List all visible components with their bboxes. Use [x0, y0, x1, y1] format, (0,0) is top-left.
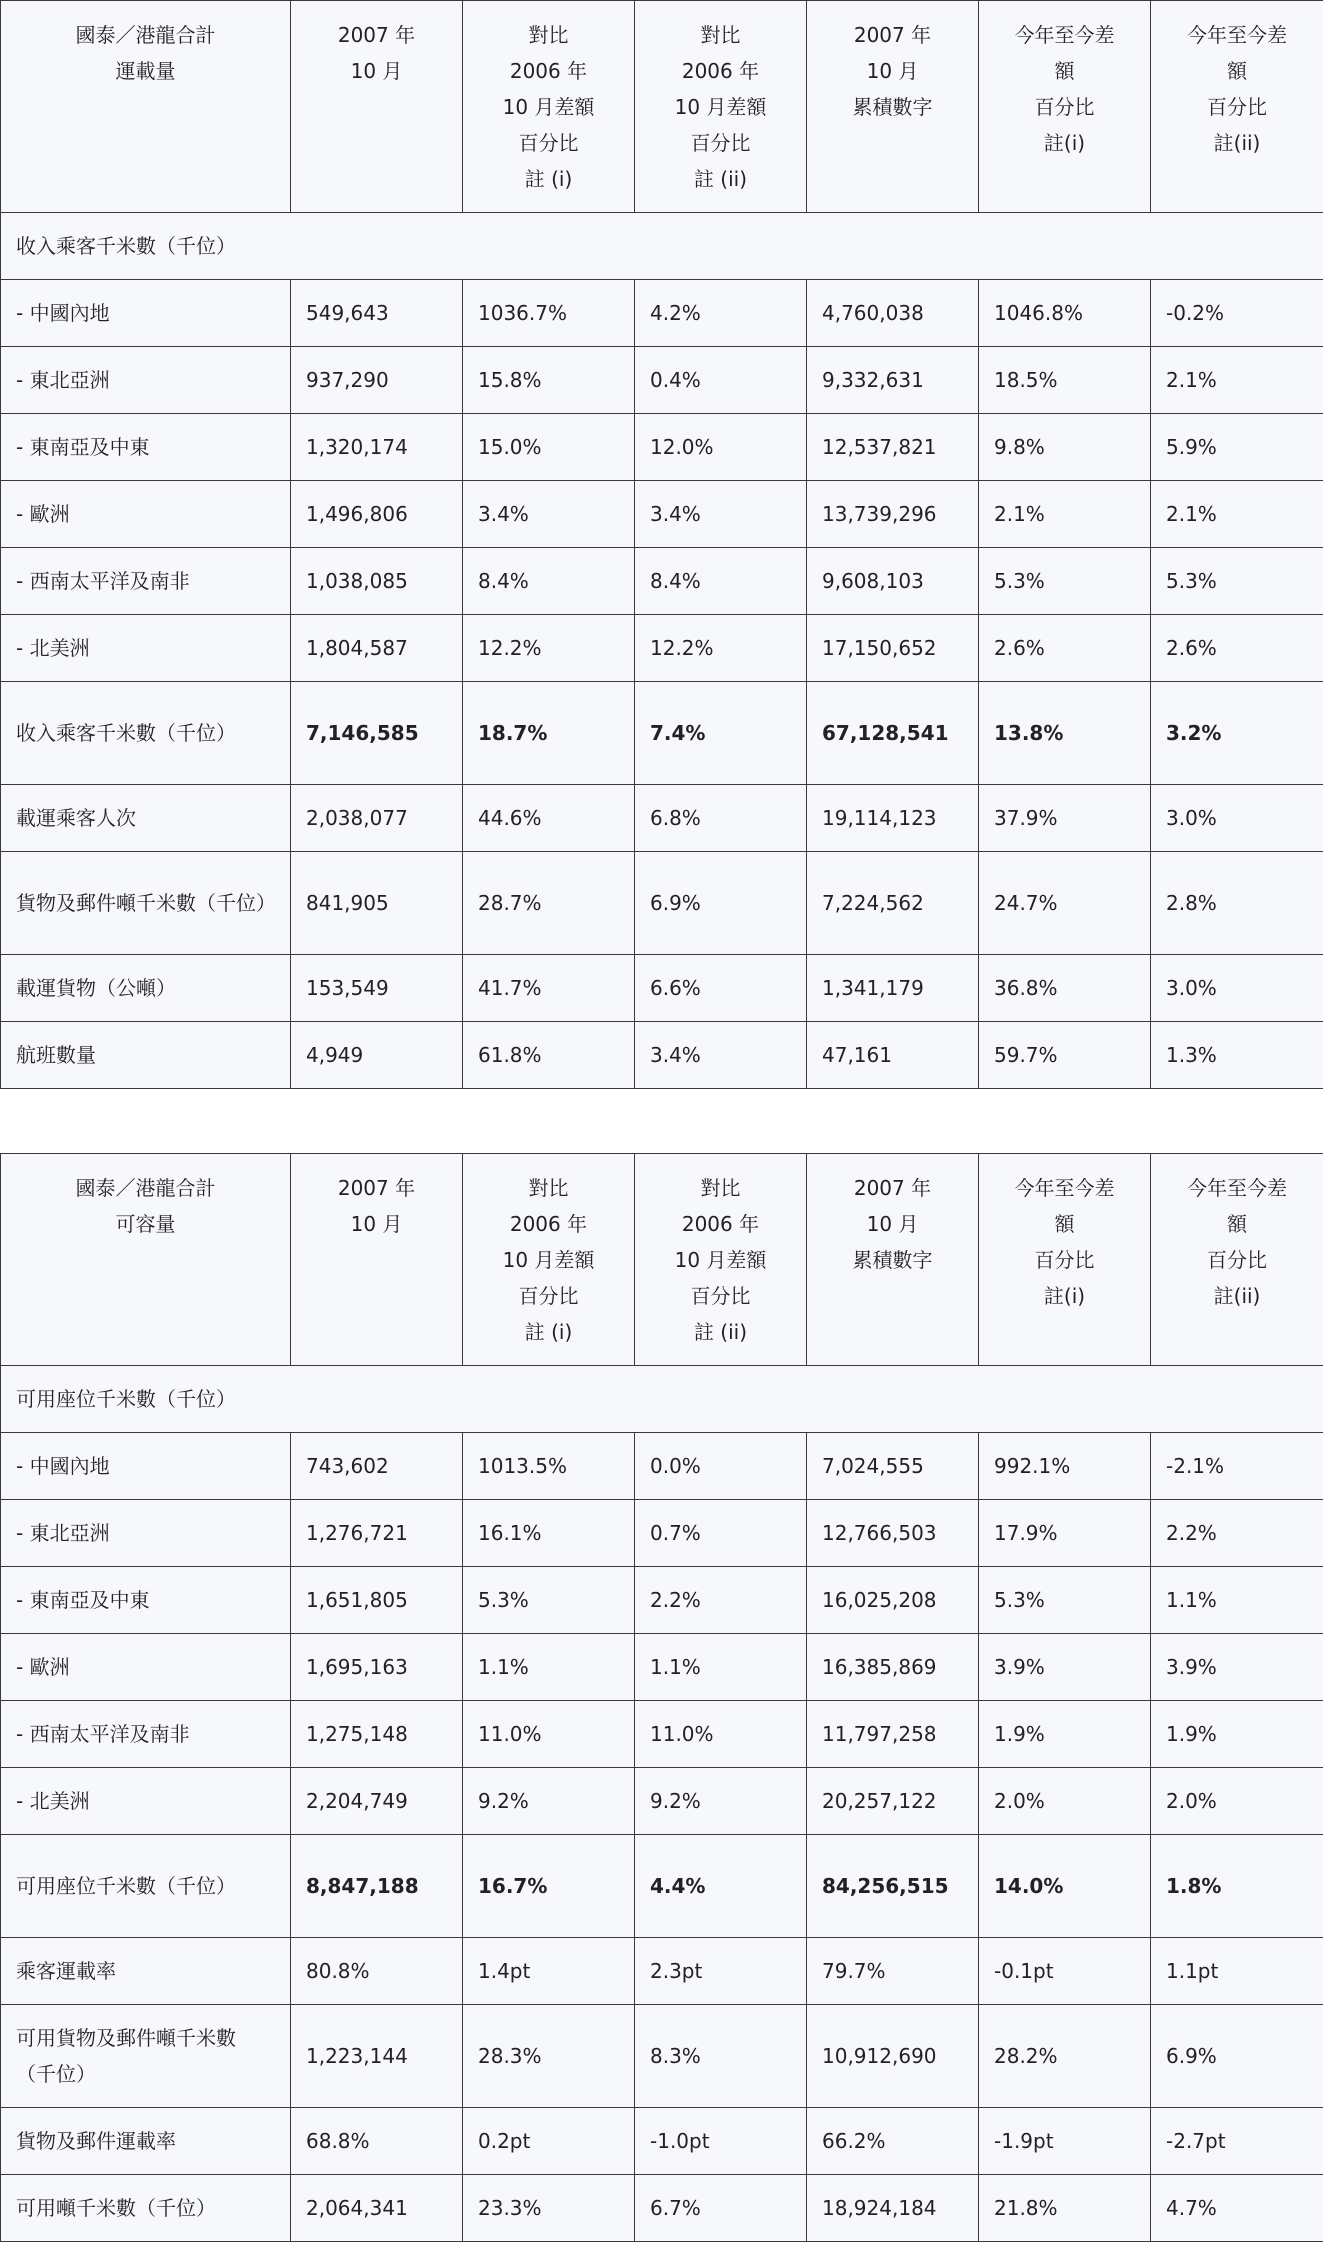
table-cell: 992.1% [979, 1433, 1151, 1500]
header-line: 2006 年 [650, 53, 791, 89]
table-cell: 16,025,208 [807, 1567, 979, 1634]
table-row [1, 1567, 1323, 1634]
row-label: 收入乘客千米數（千位） [1, 682, 291, 785]
column-header [807, 1154, 979, 1366]
table-cell: 2.0% [1151, 1768, 1323, 1835]
header-line: 百分比 [478, 125, 619, 161]
header-line: 2006 年 [478, 53, 619, 89]
table-cell: -2.1% [1151, 1433, 1323, 1500]
table-cell: 2.1% [979, 481, 1151, 548]
row-label: - 東北亞洲 [1, 1500, 291, 1567]
table-cell: 14.0% [979, 1835, 1151, 1938]
table-row [1, 1938, 1323, 2005]
table-cell: 12.2% [463, 615, 635, 682]
header-line: 註(i) [994, 1278, 1135, 1314]
table-cell: 9,332,631 [807, 347, 979, 414]
header-line: 可容量 [16, 1206, 275, 1242]
table-cell: 23.3% [463, 2175, 635, 2242]
table-cell: 1,496,806 [291, 481, 463, 548]
table-cell: 8.3% [635, 2005, 807, 2108]
column-header [463, 1154, 635, 1366]
table-cell: 0.0% [635, 1433, 807, 1500]
table-cell: 1,695,163 [291, 1634, 463, 1701]
table-cell: 743,602 [291, 1433, 463, 1500]
table-cell: -0.2% [1151, 280, 1323, 347]
row-label: 航班數量 [1, 1022, 291, 1089]
table-row [1, 1768, 1323, 1835]
column-header [979, 1, 1151, 213]
header-line: 註(i) [994, 125, 1135, 161]
table-cell: 15.0% [463, 414, 635, 481]
table-cell: 2,038,077 [291, 785, 463, 852]
table-cell: 5.3% [979, 548, 1151, 615]
table-cell: 84,256,515 [807, 1835, 979, 1938]
table-cell: 1.4pt [463, 1938, 635, 2005]
table-cell: 3.9% [1151, 1634, 1323, 1701]
header-line: 10 月差額 [650, 89, 791, 125]
column-header [291, 1, 463, 213]
table-cell: 1.8% [1151, 1835, 1323, 1938]
header-line: 10 月差額 [478, 89, 619, 125]
table-cell: 24.7% [979, 852, 1151, 955]
row-label: 可用貨物及郵件噸千米數（千位） [1, 2005, 291, 2108]
table-cell: 1.1% [635, 1634, 807, 1701]
table-cell: 8.4% [635, 548, 807, 615]
table-cell: 3.4% [463, 481, 635, 548]
column-header [1, 1154, 291, 1366]
table-cell: 2.1% [1151, 481, 1323, 548]
table-cell: 37.9% [979, 785, 1151, 852]
table-cell: 4.7% [1151, 2175, 1323, 2242]
table-cell: 2.3pt [635, 1938, 807, 2005]
row-label: - 西南太平洋及南非 [1, 548, 291, 615]
table-row [1, 1433, 1323, 1500]
table-cell: 28.3% [463, 2005, 635, 2108]
header-line: 額 [1166, 53, 1308, 89]
table-row [1, 2175, 1323, 2242]
table-cell: 3.4% [635, 481, 807, 548]
column-header [1151, 1154, 1323, 1366]
table-cell: 8.4% [463, 548, 635, 615]
row-label: 載運乘客人次 [1, 785, 291, 852]
table-cell: 0.2pt [463, 2108, 635, 2175]
table-cell: 1.1% [1151, 1567, 1323, 1634]
table-cell: 5.3% [979, 1567, 1151, 1634]
table-cell: 67,128,541 [807, 682, 979, 785]
header-line: 百分比 [1166, 1242, 1308, 1278]
header-line: 百分比 [994, 1242, 1135, 1278]
column-header [1151, 1, 1323, 213]
table-cell: 4.4% [635, 1835, 807, 1938]
table-cell: 19,114,123 [807, 785, 979, 852]
table-cell: 44.6% [463, 785, 635, 852]
total-row [1, 682, 1323, 785]
header-line: 運載量 [16, 53, 275, 89]
header-line: 國泰／港龍合計 [16, 17, 275, 53]
header-line: 註 (i) [478, 1314, 619, 1350]
table-cell: 1046.8% [979, 280, 1151, 347]
table-cell: 16.7% [463, 1835, 635, 1938]
table-row [1, 1634, 1323, 1701]
table-cell: 153,549 [291, 955, 463, 1022]
table-cell: 1,275,148 [291, 1701, 463, 1768]
table-cell: 2.0% [979, 1768, 1151, 1835]
table-cell: 15.8% [463, 347, 635, 414]
header-line: 今年至今差 [994, 17, 1135, 53]
table-cell: 20,257,122 [807, 1768, 979, 1835]
table-row [1, 414, 1323, 481]
table-cell: 1.1pt [1151, 1938, 1323, 2005]
table-cell: 1.3% [1151, 1022, 1323, 1089]
table-cell: 3.0% [1151, 785, 1323, 852]
header-line: 額 [1166, 1206, 1308, 1242]
table-cell: 2.6% [979, 615, 1151, 682]
header-line: 累積數字 [822, 1242, 963, 1278]
table-cell: 11.0% [463, 1701, 635, 1768]
table-cell: 8,847,188 [291, 1835, 463, 1938]
header-line: 2007 年 [306, 17, 447, 53]
header-line: 註 (ii) [650, 1314, 791, 1350]
section-title: 收入乘客千米數（千位） [1, 213, 1323, 280]
table-cell: 6.9% [635, 852, 807, 955]
header-row [1, 1154, 1323, 1366]
header-row [1, 1, 1323, 213]
table-cell: 2.2% [1151, 1500, 1323, 1567]
table-cell: 17,150,652 [807, 615, 979, 682]
header-line: 2006 年 [478, 1206, 619, 1242]
table-cell: 1,276,721 [291, 1500, 463, 1567]
table-cell: 21.8% [979, 2175, 1151, 2242]
table-cell: 12.2% [635, 615, 807, 682]
table-cell: -1.9pt [979, 2108, 1151, 2175]
header-line: 10 月 [306, 1206, 447, 1242]
row-label: - 北美洲 [1, 1768, 291, 1835]
table-row [1, 852, 1323, 955]
row-label: - 中國內地 [1, 1433, 291, 1500]
table-cell: -2.7pt [1151, 2108, 1323, 2175]
table-cell: 5.3% [1151, 548, 1323, 615]
row-label: - 歐洲 [1, 481, 291, 548]
table-cell: 7.4% [635, 682, 807, 785]
table-row [1, 785, 1323, 852]
table-row [1, 548, 1323, 615]
table-cell: 12,766,503 [807, 1500, 979, 1567]
table-cell: 2,064,341 [291, 2175, 463, 2242]
table-cell: 11,797,258 [807, 1701, 979, 1768]
section-title: 可用座位千米數（千位） [1, 1366, 1323, 1433]
header-line: 今年至今差 [1166, 1170, 1308, 1206]
table-cell: 2.2% [635, 1567, 807, 1634]
table-cell: 1.9% [1151, 1701, 1323, 1768]
table-cell: 3.2% [1151, 682, 1323, 785]
header-line: 今年至今差 [1166, 17, 1308, 53]
header-line: 對比 [478, 17, 619, 53]
header-line: 10 月 [306, 53, 447, 89]
table-cell: 13,739,296 [807, 481, 979, 548]
row-label: 可用座位千米數（千位） [1, 1835, 291, 1938]
table-cell: 16,385,869 [807, 1634, 979, 1701]
table-cell: 36.8% [979, 955, 1151, 1022]
row-label: 可用噸千米數（千位） [1, 2175, 291, 2242]
table-cell: 549,643 [291, 280, 463, 347]
table-cell: 28.2% [979, 2005, 1151, 2108]
table-cell: -0.1pt [979, 1938, 1151, 2005]
header-line: 註 (i) [478, 161, 619, 197]
table-cell: 7,024,555 [807, 1433, 979, 1500]
table-cell: 1.1% [463, 1634, 635, 1701]
table-cell: 28.7% [463, 852, 635, 955]
table-cell: 66.2% [807, 2108, 979, 2175]
table-cell: 2.6% [1151, 615, 1323, 682]
header-line: 註(ii) [1166, 125, 1308, 161]
header-line: 今年至今差 [994, 1170, 1135, 1206]
table-cell: 2,204,749 [291, 1768, 463, 1835]
header-line: 註 (ii) [650, 161, 791, 197]
table-cell: 12,537,821 [807, 414, 979, 481]
table-row [1, 1500, 1323, 1567]
table-cell: 13.8% [979, 682, 1151, 785]
table-cell: 4.2% [635, 280, 807, 347]
table-cell: 9.2% [635, 1768, 807, 1835]
row-label: - 歐洲 [1, 1634, 291, 1701]
table-cell: 937,290 [291, 347, 463, 414]
header-line: 百分比 [650, 125, 791, 161]
table-cell: 1036.7% [463, 280, 635, 347]
header-line: 百分比 [650, 1278, 791, 1314]
table-cell: 5.9% [1151, 414, 1323, 481]
table-cell: 1,804,587 [291, 615, 463, 682]
table-cell: 79.7% [807, 1938, 979, 2005]
column-header [635, 1, 807, 213]
table-cell: 9,608,103 [807, 548, 979, 615]
table-cell: 9.8% [979, 414, 1151, 481]
table-row [1, 1022, 1323, 1089]
header-line: 對比 [650, 1170, 791, 1206]
row-label: - 東南亞及中東 [1, 414, 291, 481]
table-cell: 3.4% [635, 1022, 807, 1089]
column-header [291, 1154, 463, 1366]
table-cell: 47,161 [807, 1022, 979, 1089]
table-cell: 6.7% [635, 2175, 807, 2242]
table-cell: 2.8% [1151, 852, 1323, 955]
table-row [1, 347, 1323, 414]
table-cell: 59.7% [979, 1022, 1151, 1089]
table-cell: 41.7% [463, 955, 635, 1022]
row-label: - 中國內地 [1, 280, 291, 347]
table-cell: 0.4% [635, 347, 807, 414]
table-cell: 68.8% [291, 2108, 463, 2175]
table-cell: 6.9% [1151, 2005, 1323, 2108]
table-cell: 16.1% [463, 1500, 635, 1567]
table-cell: 4,760,038 [807, 280, 979, 347]
header-line: 對比 [478, 1170, 619, 1206]
table-cell: 18.7% [463, 682, 635, 785]
table-cell: 1013.5% [463, 1433, 635, 1500]
table-cell: 1,320,174 [291, 414, 463, 481]
table-cell: -1.0pt [635, 2108, 807, 2175]
table-cell: 4,949 [291, 1022, 463, 1089]
table-row [1, 1701, 1323, 1768]
header-line: 國泰／港龍合計 [16, 1170, 275, 1206]
table-cell: 1,038,085 [291, 548, 463, 615]
table-row [1, 2005, 1323, 2108]
row-label: - 北美洲 [1, 615, 291, 682]
table-cell: 3.0% [1151, 955, 1323, 1022]
table-cell: 5.3% [463, 1567, 635, 1634]
row-label: 乘客運載率 [1, 1938, 291, 2005]
header-line: 對比 [650, 17, 791, 53]
row-label: 載運貨物（公噸） [1, 955, 291, 1022]
table-cell: 1,651,805 [291, 1567, 463, 1634]
column-header [635, 1154, 807, 1366]
row-label: - 西南太平洋及南非 [1, 1701, 291, 1768]
table-cell: 1,223,144 [291, 2005, 463, 2108]
table-cell: 2.1% [1151, 347, 1323, 414]
header-line: 累積數字 [822, 89, 963, 125]
row-label: 貨物及郵件運載率 [1, 2108, 291, 2175]
table-cell: 18,924,184 [807, 2175, 979, 2242]
header-line: 10 月 [822, 1206, 963, 1242]
header-line: 2007 年 [822, 1170, 963, 1206]
column-header [807, 1, 979, 213]
table-cell: 7,146,585 [291, 682, 463, 785]
table-cell: 0.7% [635, 1500, 807, 1567]
header-line: 註(ii) [1166, 1278, 1308, 1314]
row-label: - 東北亞洲 [1, 347, 291, 414]
table-row [1, 955, 1323, 1022]
table-cell: 6.6% [635, 955, 807, 1022]
table-cell: 7,224,562 [807, 852, 979, 955]
header-line: 百分比 [478, 1278, 619, 1314]
header-line: 2007 年 [306, 1170, 447, 1206]
table-cell: 61.8% [463, 1022, 635, 1089]
capacity-table [0, 1153, 1323, 2242]
header-line: 2007 年 [822, 17, 963, 53]
header-line: 百分比 [1166, 89, 1308, 125]
traffic-table [0, 0, 1323, 1089]
header-line: 10 月 [822, 53, 963, 89]
header-line: 10 月差額 [478, 1242, 619, 1278]
table-cell: 3.9% [979, 1634, 1151, 1701]
table-cell: 6.8% [635, 785, 807, 852]
table-cell: 1.9% [979, 1701, 1151, 1768]
section-row [1, 1366, 1323, 1433]
table-row [1, 615, 1323, 682]
header-line: 額 [994, 53, 1135, 89]
header-line: 2006 年 [650, 1206, 791, 1242]
table-cell: 11.0% [635, 1701, 807, 1768]
table-cell: 12.0% [635, 414, 807, 481]
column-header [979, 1154, 1151, 1366]
section-row [1, 213, 1323, 280]
table-cell: 18.5% [979, 347, 1151, 414]
header-line: 百分比 [994, 89, 1135, 125]
header-line: 10 月差額 [650, 1242, 791, 1278]
table-cell: 10,912,690 [807, 2005, 979, 2108]
table-cell: 1,341,179 [807, 955, 979, 1022]
column-header [1, 1, 291, 213]
header-line: 額 [994, 1206, 1135, 1242]
row-label: - 東南亞及中東 [1, 1567, 291, 1634]
table-row [1, 280, 1323, 347]
row-label: 貨物及郵件噸千米數（千位） [1, 852, 291, 955]
table-row [1, 481, 1323, 548]
column-header [463, 1, 635, 213]
table-row [1, 2108, 1323, 2175]
table-cell: 17.9% [979, 1500, 1151, 1567]
table-cell: 80.8% [291, 1938, 463, 2005]
table-cell: 841,905 [291, 852, 463, 955]
table-cell: 9.2% [463, 1768, 635, 1835]
total-row [1, 1835, 1323, 1938]
